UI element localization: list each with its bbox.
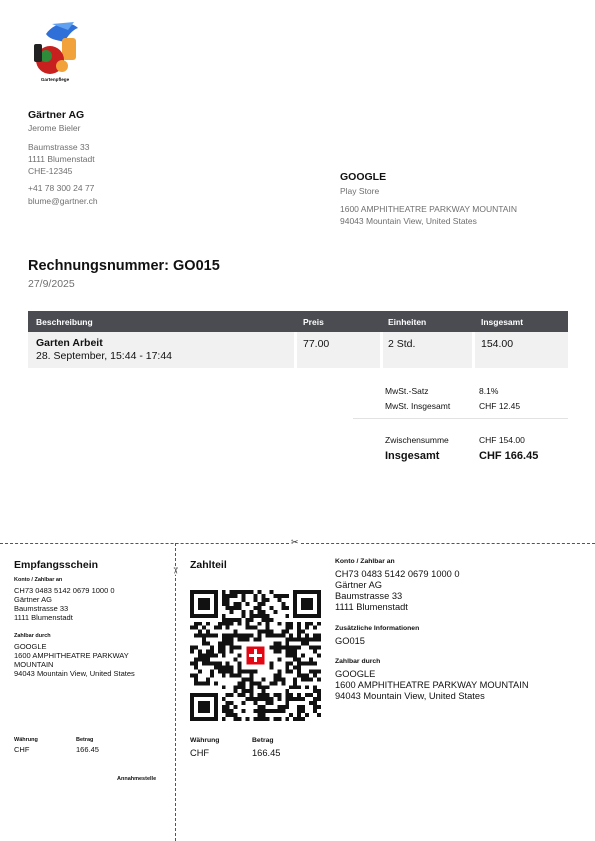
grand-total-value: CHF 166.45 bbox=[479, 450, 539, 462]
receipt-debtor-line2: MOUNTAIN bbox=[14, 660, 54, 669]
payment-creditor-street: Baumstrasse 33 bbox=[335, 591, 403, 601]
subtotal-label: Zwischensumme bbox=[385, 435, 449, 445]
payment-amount: 166.45 bbox=[252, 748, 281, 758]
payment-creditor-city: 1111 Blumenstadt bbox=[335, 602, 408, 612]
receipt-creditor-street: Baumstrasse 33 bbox=[14, 604, 69, 613]
invoice-date: 27/9/2025 bbox=[28, 278, 75, 290]
scissors-icon: ✂ bbox=[170, 566, 181, 575]
buyer-address-line2: 94043 Mountain View, United States bbox=[340, 216, 477, 226]
table-row bbox=[28, 332, 568, 368]
payment-debtor-line1: 1600 AMPHITHEATRE PARKWAY MOUNTAIN bbox=[335, 680, 529, 690]
header-total: Insgesamt bbox=[481, 317, 524, 327]
receipt-creditor-city: 1111 Blumenstadt bbox=[14, 613, 73, 622]
vat-rate-label: MwSt.-Satz bbox=[385, 386, 429, 396]
payment-currency: CHF bbox=[190, 748, 210, 758]
item-subtitle: 28. September, 15:44 - 17:44 bbox=[36, 350, 173, 362]
vat-total-label: MwSt. Insgesamt bbox=[385, 401, 451, 411]
logo-text: Gartenpflege bbox=[40, 77, 70, 82]
receipt-iban: CH73 0483 5142 0679 1000 0 bbox=[14, 586, 115, 595]
receipt-debtor-line1: 1600 AMPHITHEATRE PARKWAY bbox=[14, 651, 129, 660]
item-units: 2 Std. bbox=[388, 338, 416, 350]
payment-additional-info: GO015 bbox=[335, 636, 365, 646]
seller-city: 1111 Blumenstadt bbox=[28, 154, 95, 164]
seller-name: Gärtner AG bbox=[28, 109, 85, 121]
table-header bbox=[28, 311, 568, 332]
qr-code bbox=[190, 590, 321, 721]
seller-contact: Jerome Bieler bbox=[28, 123, 81, 133]
buyer-address-line1: 1600 AMPHITHEATRE PARKWAY MOUNTAIN bbox=[340, 204, 517, 214]
item-price: 77.00 bbox=[303, 338, 330, 350]
receipt-currency-label: Währung bbox=[14, 737, 38, 743]
subtotal-value: CHF 154.00 bbox=[479, 435, 525, 445]
invoice-title: Rechnungsnummer: GO015 bbox=[28, 258, 220, 274]
totals-divider bbox=[353, 418, 568, 419]
receipt-debtor-name: GOOGLE bbox=[14, 642, 47, 651]
payment-payable-by-label: Zahlbar durch bbox=[335, 658, 381, 665]
header-description: Beschreibung bbox=[36, 317, 93, 327]
receipt-account-label: Konto / Zahlbar an bbox=[14, 577, 63, 583]
payment-creditor-name: Gärtner AG bbox=[335, 580, 383, 590]
item-total: 154.00 bbox=[481, 338, 514, 350]
receipt-creditor-name: Gärtner AG bbox=[14, 595, 52, 604]
grand-total-label: Insgesamt bbox=[385, 450, 440, 462]
payment-title: Zahlteil bbox=[190, 559, 227, 571]
payment-debtor-line2: 94043 Mountain View, United States bbox=[335, 691, 485, 701]
item-title: Garten Arbeit bbox=[36, 337, 103, 349]
buyer-department: Play Store bbox=[340, 186, 380, 196]
payment-debtor-name: GOOGLE bbox=[335, 669, 376, 679]
swiss-cross-icon bbox=[246, 646, 266, 666]
seller-phone: +41 78 300 24 77 bbox=[28, 183, 95, 193]
payment-account-label: Konto / Zahlbar an bbox=[335, 558, 395, 565]
scissors-icon: ✂ bbox=[291, 537, 299, 547]
payment-amount-label: Betrag bbox=[252, 737, 274, 744]
receipt-currency: CHF bbox=[14, 745, 30, 754]
payment-additional-info-label: Zusätzliche Informationen bbox=[335, 625, 420, 632]
header-price: Preis bbox=[303, 317, 324, 327]
receipt-amount: 166.45 bbox=[76, 745, 99, 754]
seller-street: Baumstrasse 33 bbox=[28, 142, 90, 152]
payment-iban: CH73 0483 5142 0679 1000 0 bbox=[335, 569, 460, 579]
payment-currency-label: Währung bbox=[190, 737, 220, 744]
vat-total-value: CHF 12.45 bbox=[479, 401, 521, 411]
vertical-cut-line bbox=[175, 543, 176, 841]
header-units: Einheiten bbox=[388, 317, 427, 327]
receipt-title: Empfangsschein bbox=[14, 559, 99, 571]
vat-rate-value: 8.1% bbox=[479, 386, 499, 396]
acceptance-point-label: Annahmestelle bbox=[117, 776, 157, 782]
buyer-name: GOOGLE bbox=[340, 171, 387, 183]
receipt-payable-by-label: Zahlbar durch bbox=[14, 633, 51, 639]
seller-vat: CHE-12345 bbox=[28, 166, 73, 176]
company-logo bbox=[28, 20, 82, 86]
seller-email: blume@gartner.ch bbox=[28, 196, 98, 206]
receipt-debtor-line3: 94043 Mountain View, United States bbox=[14, 669, 135, 678]
receipt-amount-label: Betrag bbox=[76, 737, 94, 743]
